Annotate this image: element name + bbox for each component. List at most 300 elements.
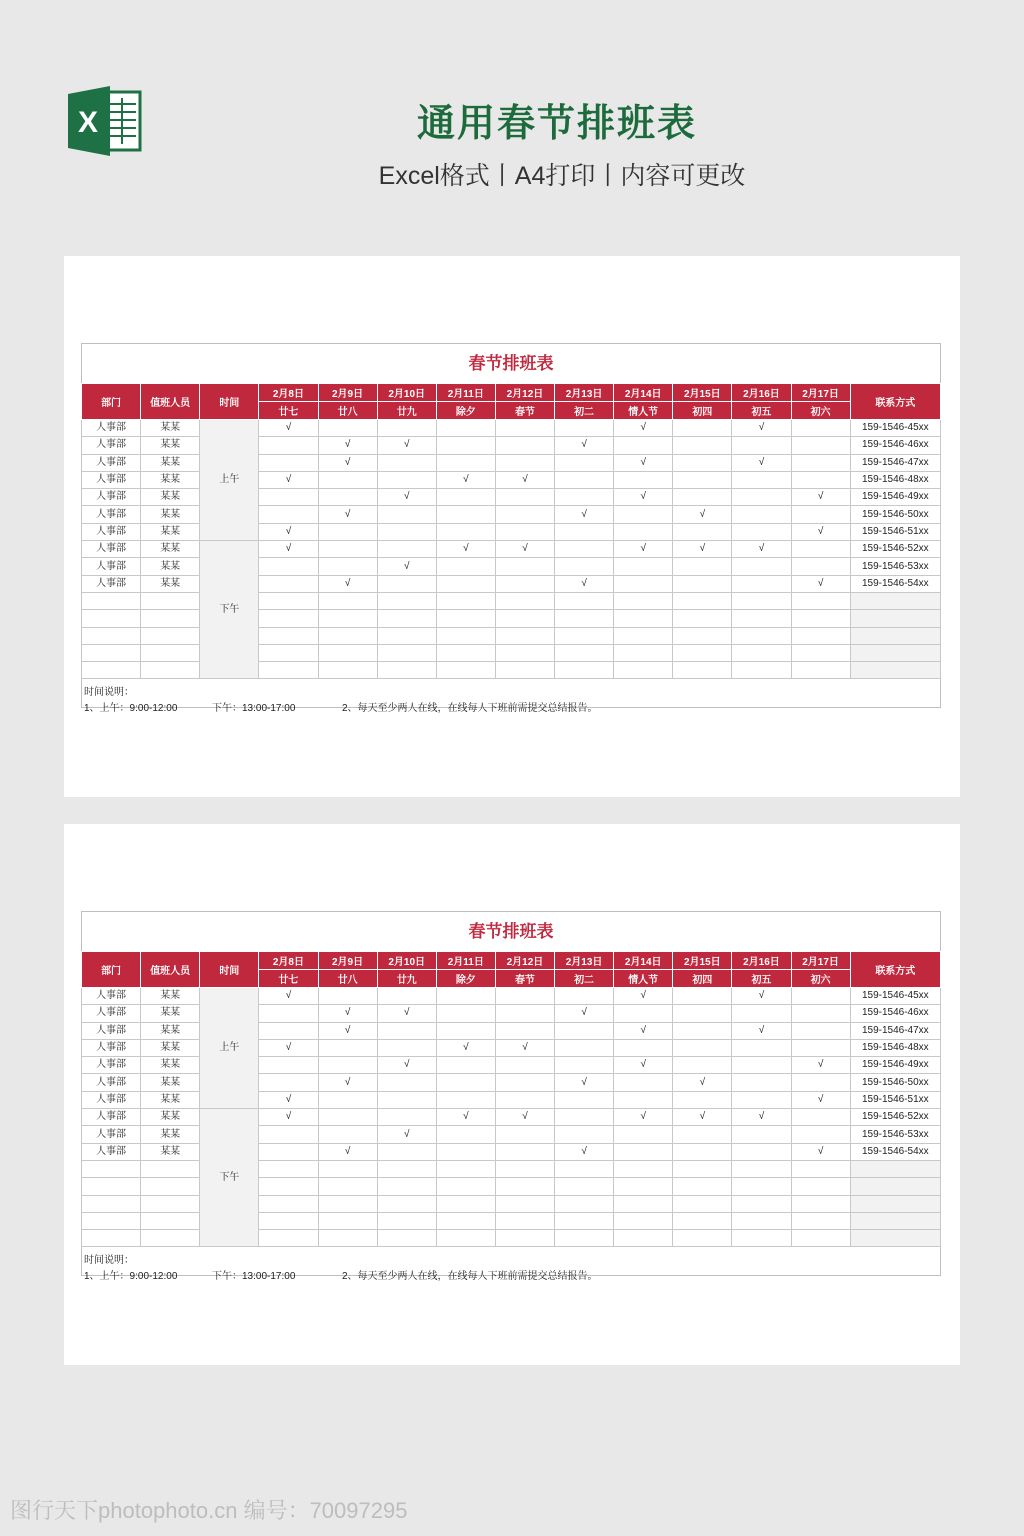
schedule-cell[interactable]	[436, 644, 495, 661]
schedule-cell[interactable]	[377, 420, 436, 437]
schedule-cell[interactable]	[791, 437, 850, 454]
schedule-cell[interactable]	[732, 610, 791, 627]
phone-cell[interactable]: 159-1546-47xx	[850, 1022, 940, 1039]
schedule-cell[interactable]	[377, 454, 436, 471]
schedule-cell[interactable]: √	[495, 1109, 554, 1126]
schedule-cell[interactable]	[614, 471, 673, 488]
schedule-cell[interactable]: √	[318, 1143, 377, 1160]
person-cell[interactable]	[141, 592, 200, 609]
phone-cell[interactable]	[850, 1178, 940, 1195]
schedule-cell[interactable]	[732, 575, 791, 592]
dept-cell[interactable]: 人事部	[82, 1126, 141, 1143]
schedule-cell[interactable]	[791, 1160, 850, 1177]
schedule-cell[interactable]	[673, 1143, 732, 1160]
schedule-cell[interactable]	[495, 662, 554, 679]
schedule-cell[interactable]	[673, 644, 732, 661]
schedule-cell[interactable]	[732, 592, 791, 609]
schedule-cell[interactable]: √	[495, 541, 554, 558]
schedule-cell[interactable]	[614, 1195, 673, 1212]
schedule-cell[interactable]	[259, 1126, 318, 1143]
schedule-cell[interactable]	[436, 1178, 495, 1195]
schedule-cell[interactable]	[732, 489, 791, 506]
schedule-cell[interactable]	[259, 437, 318, 454]
schedule-cell[interactable]	[259, 592, 318, 609]
period-cell-morning[interactable]: 上午	[200, 420, 259, 541]
schedule-cell[interactable]	[614, 610, 673, 627]
schedule-cell[interactable]	[732, 506, 791, 523]
schedule-cell[interactable]	[259, 1212, 318, 1229]
phone-cell[interactable]: 159-1546-54xx	[850, 1143, 940, 1160]
dept-cell[interactable]	[82, 1178, 141, 1195]
phone-cell[interactable]: 159-1546-53xx	[850, 558, 940, 575]
schedule-cell[interactable]	[318, 662, 377, 679]
schedule-cell[interactable]: √	[318, 454, 377, 471]
schedule-cell[interactable]	[555, 489, 614, 506]
schedule-cell[interactable]	[377, 1022, 436, 1039]
schedule-cell[interactable]	[259, 1195, 318, 1212]
schedule-cell[interactable]	[436, 489, 495, 506]
schedule-cell[interactable]	[495, 454, 554, 471]
schedule-cell[interactable]: √	[259, 523, 318, 540]
schedule-cell[interactable]	[555, 1195, 614, 1212]
schedule-cell[interactable]	[318, 644, 377, 661]
phone-cell[interactable]	[850, 627, 940, 644]
schedule-cell[interactable]: √	[732, 1109, 791, 1126]
schedule-cell[interactable]	[791, 1126, 850, 1143]
person-cell[interactable]	[141, 1178, 200, 1195]
schedule-cell[interactable]: √	[495, 1039, 554, 1056]
schedule-cell[interactable]: √	[555, 1143, 614, 1160]
schedule-cell[interactable]	[436, 1022, 495, 1039]
phone-cell[interactable]: 159-1546-53xx	[850, 1126, 940, 1143]
person-cell[interactable]	[141, 610, 200, 627]
phone-cell[interactable]	[850, 1160, 940, 1177]
dept-cell[interactable]: 人事部	[82, 1005, 141, 1022]
schedule-cell[interactable]	[732, 662, 791, 679]
schedule-cell[interactable]	[436, 523, 495, 540]
schedule-cell[interactable]	[673, 1057, 732, 1074]
schedule-cell[interactable]	[673, 1126, 732, 1143]
schedule-cell[interactable]: √	[614, 1057, 673, 1074]
schedule-cell[interactable]	[673, 627, 732, 644]
schedule-cell[interactable]	[555, 1212, 614, 1229]
schedule-cell[interactable]	[673, 1212, 732, 1229]
schedule-cell[interactable]	[673, 558, 732, 575]
schedule-cell[interactable]: √	[259, 988, 318, 1005]
schedule-cell[interactable]	[259, 575, 318, 592]
phone-cell[interactable]: 159-1546-48xx	[850, 1039, 940, 1056]
schedule-cell[interactable]	[732, 1057, 791, 1074]
schedule-cell[interactable]	[377, 644, 436, 661]
schedule-cell[interactable]	[791, 558, 850, 575]
schedule-cell[interactable]: √	[259, 541, 318, 558]
schedule-cell[interactable]	[614, 506, 673, 523]
phone-cell[interactable]: 159-1546-47xx	[850, 454, 940, 471]
schedule-cell[interactable]	[377, 988, 436, 1005]
schedule-cell[interactable]	[791, 1039, 850, 1056]
schedule-cell[interactable]	[673, 1039, 732, 1056]
schedule-cell[interactable]	[791, 662, 850, 679]
schedule-cell[interactable]	[614, 1074, 673, 1091]
schedule-cell[interactable]	[791, 1005, 850, 1022]
person-cell[interactable]	[141, 1160, 200, 1177]
schedule-cell[interactable]	[259, 1057, 318, 1074]
schedule-cell[interactable]	[377, 1074, 436, 1091]
schedule-cell[interactable]	[791, 506, 850, 523]
dept-cell[interactable]	[82, 610, 141, 627]
schedule-cell[interactable]	[555, 644, 614, 661]
schedule-cell[interactable]: √	[791, 575, 850, 592]
schedule-cell[interactable]	[614, 1091, 673, 1108]
schedule-cell[interactable]	[495, 988, 554, 1005]
schedule-cell[interactable]	[318, 1039, 377, 1056]
schedule-cell[interactable]	[377, 1091, 436, 1108]
schedule-cell[interactable]	[377, 662, 436, 679]
schedule-cell[interactable]	[318, 1091, 377, 1108]
dept-cell[interactable]: 人事部	[82, 506, 141, 523]
schedule-cell[interactable]	[495, 506, 554, 523]
schedule-cell[interactable]	[377, 1195, 436, 1212]
dept-cell[interactable]	[82, 662, 141, 679]
schedule-cell[interactable]: √	[614, 454, 673, 471]
schedule-cell[interactable]	[791, 541, 850, 558]
schedule-cell[interactable]	[377, 592, 436, 609]
schedule-cell[interactable]	[791, 471, 850, 488]
schedule-cell[interactable]: √	[318, 575, 377, 592]
schedule-cell[interactable]	[555, 988, 614, 1005]
schedule-cell[interactable]	[673, 454, 732, 471]
schedule-cell[interactable]: √	[377, 437, 436, 454]
schedule-cell[interactable]	[436, 988, 495, 1005]
schedule-cell[interactable]: √	[732, 541, 791, 558]
schedule-cell[interactable]	[673, 610, 732, 627]
schedule-cell[interactable]	[555, 558, 614, 575]
schedule-cell[interactable]: √	[614, 988, 673, 1005]
schedule-cell[interactable]	[555, 1022, 614, 1039]
schedule-cell[interactable]: √	[614, 1109, 673, 1126]
schedule-cell[interactable]: √	[377, 1005, 436, 1022]
schedule-cell[interactable]: √	[555, 575, 614, 592]
schedule-cell[interactable]	[495, 1212, 554, 1229]
schedule-cell[interactable]	[377, 1178, 436, 1195]
person-cell[interactable]: 某某	[141, 1143, 200, 1160]
schedule-cell[interactable]	[555, 454, 614, 471]
schedule-cell[interactable]	[791, 1195, 850, 1212]
schedule-cell[interactable]	[318, 592, 377, 609]
schedule-cell[interactable]	[614, 1143, 673, 1160]
schedule-cell[interactable]	[555, 1178, 614, 1195]
phone-cell[interactable]	[850, 1230, 940, 1247]
schedule-cell[interactable]: √	[791, 489, 850, 506]
schedule-cell[interactable]	[377, 1143, 436, 1160]
schedule-cell[interactable]	[791, 1074, 850, 1091]
dept-cell[interactable]: 人事部	[82, 575, 141, 592]
schedule-cell[interactable]: √	[377, 558, 436, 575]
schedule-cell[interactable]	[259, 662, 318, 679]
schedule-cell[interactable]	[318, 1160, 377, 1177]
phone-cell[interactable]: 159-1546-52xx	[850, 1109, 940, 1126]
schedule-cell[interactable]	[673, 1022, 732, 1039]
schedule-cell[interactable]	[673, 420, 732, 437]
schedule-cell[interactable]	[555, 627, 614, 644]
schedule-cell[interactable]	[318, 1126, 377, 1143]
schedule-cell[interactable]	[791, 610, 850, 627]
schedule-cell[interactable]: √	[555, 506, 614, 523]
schedule-cell[interactable]	[318, 610, 377, 627]
person-cell[interactable]: 某某	[141, 988, 200, 1005]
schedule-cell[interactable]	[791, 1212, 850, 1229]
schedule-cell[interactable]	[436, 1212, 495, 1229]
dept-cell[interactable]	[82, 1160, 141, 1177]
person-cell[interactable]: 某某	[141, 1039, 200, 1056]
phone-cell[interactable]: 159-1546-45xx	[850, 988, 940, 1005]
schedule-cell[interactable]	[732, 1143, 791, 1160]
schedule-cell[interactable]	[732, 1178, 791, 1195]
schedule-cell[interactable]: √	[436, 1109, 495, 1126]
schedule-cell[interactable]: √	[791, 1057, 850, 1074]
schedule-cell[interactable]: √	[791, 523, 850, 540]
schedule-cell[interactable]	[555, 1230, 614, 1247]
dept-cell[interactable]: 人事部	[82, 1091, 141, 1108]
schedule-cell[interactable]	[318, 988, 377, 1005]
phone-cell[interactable]: 159-1546-52xx	[850, 541, 940, 558]
schedule-cell[interactable]: √	[318, 1074, 377, 1091]
schedule-cell[interactable]: √	[318, 437, 377, 454]
dept-cell[interactable]: 人事部	[82, 420, 141, 437]
schedule-cell[interactable]: √	[318, 1005, 377, 1022]
schedule-cell[interactable]: √	[673, 1074, 732, 1091]
person-cell[interactable]: 某某	[141, 1022, 200, 1039]
schedule-cell[interactable]	[377, 1230, 436, 1247]
schedule-cell[interactable]	[791, 454, 850, 471]
schedule-cell[interactable]	[614, 1005, 673, 1022]
schedule-cell[interactable]	[495, 523, 554, 540]
dept-cell[interactable]: 人事部	[82, 558, 141, 575]
schedule-cell[interactable]	[791, 592, 850, 609]
schedule-cell[interactable]	[495, 1143, 554, 1160]
schedule-cell[interactable]	[555, 1126, 614, 1143]
phone-cell[interactable]: 159-1546-49xx	[850, 1057, 940, 1074]
schedule-cell[interactable]	[436, 1230, 495, 1247]
person-cell[interactable]: 某某	[141, 454, 200, 471]
phone-cell[interactable]	[850, 610, 940, 627]
schedule-cell[interactable]	[259, 506, 318, 523]
phone-cell[interactable]: 159-1546-54xx	[850, 575, 940, 592]
dept-cell[interactable]: 人事部	[82, 541, 141, 558]
schedule-cell[interactable]	[495, 1005, 554, 1022]
person-cell[interactable]: 某某	[141, 506, 200, 523]
schedule-cell[interactable]	[791, 627, 850, 644]
schedule-cell[interactable]	[673, 1091, 732, 1108]
schedule-cell[interactable]	[259, 1160, 318, 1177]
schedule-cell[interactable]	[495, 489, 554, 506]
schedule-cell[interactable]	[732, 627, 791, 644]
schedule-cell[interactable]	[436, 1005, 495, 1022]
schedule-cell[interactable]	[791, 1178, 850, 1195]
schedule-cell[interactable]	[673, 592, 732, 609]
schedule-cell[interactable]	[555, 592, 614, 609]
schedule-cell[interactable]	[377, 523, 436, 540]
schedule-cell[interactable]	[732, 437, 791, 454]
dept-cell[interactable]: 人事部	[82, 988, 141, 1005]
schedule-cell[interactable]	[614, 437, 673, 454]
schedule-cell[interactable]	[495, 1022, 554, 1039]
schedule-cell[interactable]	[377, 471, 436, 488]
schedule-cell[interactable]	[377, 541, 436, 558]
person-cell[interactable]: 某某	[141, 1126, 200, 1143]
schedule-cell[interactable]: √	[377, 1126, 436, 1143]
phone-cell[interactable]: 159-1546-51xx	[850, 523, 940, 540]
schedule-cell[interactable]: √	[732, 454, 791, 471]
schedule-cell[interactable]	[377, 1109, 436, 1126]
schedule-cell[interactable]	[318, 1195, 377, 1212]
schedule-cell[interactable]	[377, 506, 436, 523]
schedule-cell[interactable]	[377, 627, 436, 644]
schedule-cell[interactable]: √	[732, 1022, 791, 1039]
phone-cell[interactable]: 159-1546-49xx	[850, 489, 940, 506]
schedule-cell[interactable]: √	[259, 1091, 318, 1108]
person-cell[interactable]: 某某	[141, 471, 200, 488]
schedule-cell[interactable]	[732, 644, 791, 661]
period-cell-afternoon[interactable]: 下午	[200, 541, 259, 679]
schedule-cell[interactable]	[555, 541, 614, 558]
schedule-cell[interactable]	[555, 523, 614, 540]
person-cell[interactable]: 某某	[141, 1057, 200, 1074]
schedule-cell[interactable]	[318, 1178, 377, 1195]
person-cell[interactable]: 某某	[141, 489, 200, 506]
schedule-cell[interactable]	[259, 454, 318, 471]
dept-cell[interactable]: 人事部	[82, 471, 141, 488]
dept-cell[interactable]: 人事部	[82, 1109, 141, 1126]
schedule-cell[interactable]	[555, 1109, 614, 1126]
schedule-cell[interactable]	[377, 1160, 436, 1177]
schedule-cell[interactable]: √	[614, 1022, 673, 1039]
schedule-cell[interactable]	[555, 471, 614, 488]
schedule-cell[interactable]	[377, 1039, 436, 1056]
schedule-cell[interactable]	[555, 610, 614, 627]
schedule-cell[interactable]	[436, 558, 495, 575]
schedule-cell[interactable]	[555, 1160, 614, 1177]
schedule-cell[interactable]	[436, 627, 495, 644]
schedule-cell[interactable]	[436, 1195, 495, 1212]
schedule-cell[interactable]	[673, 1178, 732, 1195]
schedule-cell[interactable]	[495, 437, 554, 454]
schedule-cell[interactable]	[791, 1230, 850, 1247]
schedule-cell[interactable]	[436, 1160, 495, 1177]
schedule-cell[interactable]	[318, 1230, 377, 1247]
schedule-cell[interactable]: √	[673, 541, 732, 558]
schedule-cell[interactable]	[732, 523, 791, 540]
schedule-cell[interactable]: √	[259, 420, 318, 437]
schedule-cell[interactable]: √	[555, 1074, 614, 1091]
dept-cell[interactable]	[82, 1230, 141, 1247]
person-cell[interactable]	[141, 627, 200, 644]
phone-cell[interactable]: 159-1546-51xx	[850, 1091, 940, 1108]
person-cell[interactable]	[141, 662, 200, 679]
schedule-cell[interactable]: √	[673, 506, 732, 523]
schedule-cell[interactable]	[614, 1160, 673, 1177]
schedule-cell[interactable]	[259, 610, 318, 627]
phone-cell[interactable]: 159-1546-50xx	[850, 1074, 940, 1091]
schedule-cell[interactable]	[732, 1212, 791, 1229]
schedule-cell[interactable]	[259, 489, 318, 506]
dept-cell[interactable]	[82, 1212, 141, 1229]
schedule-cell[interactable]	[259, 1230, 318, 1247]
schedule-cell[interactable]: √	[259, 471, 318, 488]
person-cell[interactable]	[141, 1212, 200, 1229]
dept-cell[interactable]	[82, 1195, 141, 1212]
person-cell[interactable]: 某某	[141, 558, 200, 575]
schedule-cell[interactable]	[318, 471, 377, 488]
schedule-cell[interactable]	[436, 1074, 495, 1091]
schedule-cell[interactable]	[614, 1178, 673, 1195]
dept-cell[interactable]: 人事部	[82, 1057, 141, 1074]
schedule-cell[interactable]: √	[259, 1039, 318, 1056]
schedule-cell[interactable]	[318, 1212, 377, 1229]
schedule-cell[interactable]	[259, 1005, 318, 1022]
schedule-cell[interactable]: √	[318, 1022, 377, 1039]
dept-cell[interactable]: 人事部	[82, 1143, 141, 1160]
schedule-cell[interactable]	[495, 558, 554, 575]
schedule-cell[interactable]	[673, 1195, 732, 1212]
schedule-cell[interactable]	[791, 1109, 850, 1126]
schedule-cell[interactable]	[673, 988, 732, 1005]
schedule-cell[interactable]	[555, 1039, 614, 1056]
schedule-cell[interactable]	[555, 1091, 614, 1108]
person-cell[interactable]: 某某	[141, 541, 200, 558]
schedule-cell[interactable]	[436, 575, 495, 592]
schedule-cell[interactable]	[318, 420, 377, 437]
schedule-cell[interactable]: √	[673, 1109, 732, 1126]
dept-cell[interactable]: 人事部	[82, 489, 141, 506]
schedule-cell[interactable]	[791, 1022, 850, 1039]
schedule-cell[interactable]	[436, 662, 495, 679]
schedule-cell[interactable]: √	[555, 1005, 614, 1022]
dept-cell[interactable]	[82, 592, 141, 609]
schedule-cell[interactable]: √	[614, 420, 673, 437]
schedule-cell[interactable]	[377, 610, 436, 627]
schedule-cell[interactable]	[436, 437, 495, 454]
schedule-cell[interactable]	[732, 1039, 791, 1056]
dept-cell[interactable]: 人事部	[82, 1074, 141, 1091]
schedule-cell[interactable]	[614, 575, 673, 592]
schedule-cell[interactable]	[673, 1005, 732, 1022]
phone-cell[interactable]	[850, 662, 940, 679]
schedule-cell[interactable]	[495, 575, 554, 592]
schedule-cell[interactable]	[614, 627, 673, 644]
schedule-cell[interactable]	[791, 988, 850, 1005]
schedule-cell[interactable]	[436, 506, 495, 523]
schedule-cell[interactable]	[614, 1230, 673, 1247]
phone-cell[interactable]: 159-1546-46xx	[850, 437, 940, 454]
schedule-cell[interactable]	[614, 592, 673, 609]
phone-cell[interactable]: 159-1546-46xx	[850, 1005, 940, 1022]
schedule-cell[interactable]	[436, 610, 495, 627]
schedule-cell[interactable]	[495, 1126, 554, 1143]
schedule-cell[interactable]	[614, 1212, 673, 1229]
schedule-cell[interactable]: √	[495, 471, 554, 488]
schedule-cell[interactable]: √	[436, 541, 495, 558]
schedule-cell[interactable]	[377, 1212, 436, 1229]
schedule-cell[interactable]	[318, 1057, 377, 1074]
schedule-cell[interactable]	[436, 1091, 495, 1108]
dept-cell[interactable]: 人事部	[82, 1022, 141, 1039]
schedule-cell[interactable]	[318, 489, 377, 506]
schedule-cell[interactable]	[673, 1160, 732, 1177]
phone-cell[interactable]	[850, 644, 940, 661]
schedule-cell[interactable]	[318, 558, 377, 575]
schedule-cell[interactable]	[495, 592, 554, 609]
